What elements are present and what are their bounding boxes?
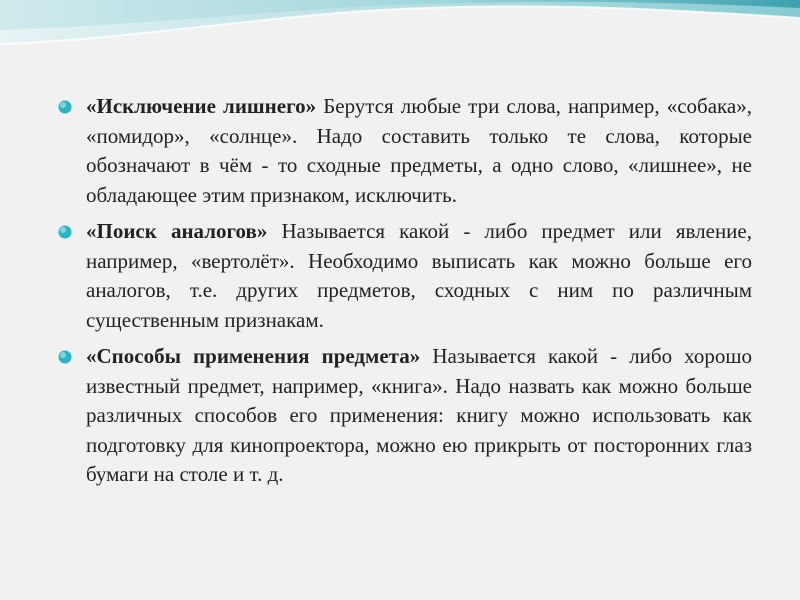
item-term: «Способы применения предмета» bbox=[86, 344, 421, 368]
teal-sphere-bullet-icon bbox=[58, 225, 72, 239]
list-item bbox=[62, 342, 752, 490]
list-item bbox=[62, 217, 752, 335]
list-item bbox=[62, 92, 752, 210]
item-text: Называется какой - либо хорошо известный предмет, например, «книга». Надо назвать как можно больше различных способов его применения: книгу можно использовать как подготовку для кинопроектора, можно ею прикрыть от посторонних глаз бумаги на столе и т. д. bbox=[86, 344, 753, 486]
teal-sphere-bullet-icon bbox=[58, 100, 72, 114]
bullet-list bbox=[62, 92, 752, 497]
item-text: Берутся любые три слова, например, «собака», «помидор», «солнце». Надо составить только те слова, которые обозначают в чём - то сходные предметы, а одно слово, «лишнее», не обладающее этим признаком, исключить. bbox=[86, 94, 752, 207]
header-wave-decoration bbox=[0, 0, 800, 80]
item-text: Называется какой - либо предмет или явление, например, «вертолёт». Необходимо выписать как можно больше его аналогов, т.е. других предметов, сходных с ним по различным существенным признакам. bbox=[86, 219, 752, 332]
item-term: «Поиск аналогов» bbox=[86, 219, 268, 243]
item-term: «Исключение лишнего» bbox=[86, 94, 317, 118]
teal-sphere-bullet-icon bbox=[58, 350, 72, 364]
